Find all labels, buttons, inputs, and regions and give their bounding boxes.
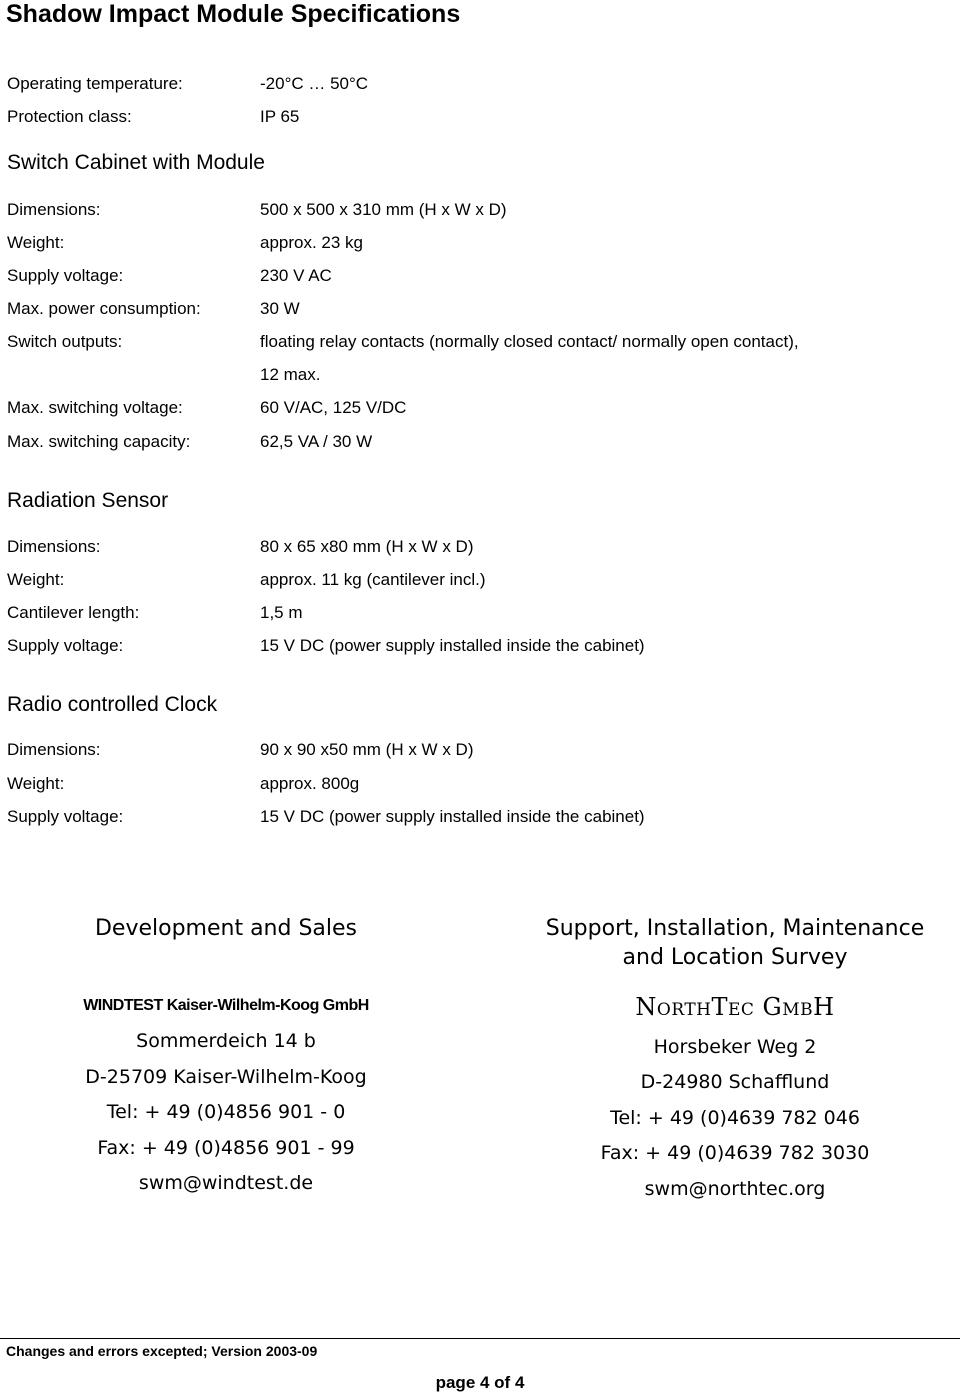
- protection-class-value: IP 65: [260, 107, 300, 126]
- radio-clock-heading: Radio controlled Clock: [7, 693, 218, 716]
- cabinet-dimensions-label: Dimensions:: [7, 200, 101, 219]
- switching-voltage-value: 60 V/AC, 125 V/DC: [260, 398, 407, 417]
- clock-supply-voltage-value: 15 V DC (power supply installed inside the cabinet): [260, 807, 645, 826]
- switch-outputs-label: Switch outputs:: [7, 332, 123, 351]
- cantilever-length-label: Cantilever length:: [7, 603, 140, 622]
- operating-temperature-value: -20°C … 50°C: [260, 74, 369, 93]
- cabinet-weight-label: Weight:: [7, 233, 65, 252]
- windtest-street: Sommerdeich 14 b: [136, 1030, 316, 1052]
- sensor-supply-voltage-value: 15 V DC (power supply installed inside the cabinet): [260, 636, 645, 655]
- northtec-company-name: NorthTec GmbH: [635, 993, 835, 1021]
- footer-divider: [0, 1338, 960, 1339]
- windtest-email[interactable]: swm@windtest.de: [138, 1172, 314, 1194]
- northtec-street: Horsbeker Weg 2: [653, 1036, 817, 1058]
- clock-weight-value: approx. 800g: [260, 774, 360, 793]
- windtest-city: D-25709 Kaiser-Wilhelm-Koog: [85, 1066, 367, 1088]
- support-heading-line1: Support, Installation, Maintenance: [545, 916, 925, 941]
- sensor-weight-value: approx. 11 kg (cantilever incl.): [260, 570, 486, 589]
- switching-capacity-value: 62,5 VA / 30 W: [260, 432, 373, 451]
- windtest-company-name: WINDTEST Kaiser-Wilhelm-Koog GmbH: [83, 997, 369, 1014]
- northtec-fax: Fax: + 49 (0)4639 782 3030: [600, 1142, 870, 1164]
- sensor-dimensions-value: 80 x 65 x80 mm (H x W x D): [260, 537, 474, 556]
- support-heading-line2: and Location Survey: [622, 945, 848, 970]
- power-consumption-label: Max. power consumption:: [7, 299, 201, 318]
- northtec-city: D-24980 Schafflund: [640, 1071, 830, 1093]
- power-consumption-value: 30 W: [260, 299, 300, 318]
- cabinet-weight-value: approx. 23 kg: [260, 233, 364, 252]
- clock-dimensions-label: Dimensions:: [7, 740, 101, 759]
- protection-class-label: Protection class:: [7, 107, 132, 126]
- cantilever-length-value: 1,5 m: [260, 603, 303, 622]
- cabinet-dimensions-value: 500 x 500 x 310 mm (H x W x D): [260, 200, 507, 219]
- clock-supply-voltage-label: Supply voltage:: [7, 807, 124, 826]
- sensor-supply-voltage-label: Supply voltage:: [7, 636, 124, 655]
- cabinet-supply-voltage-value: 230 V AC: [260, 266, 332, 285]
- northtec-tel: Tel: + 49 (0)4639 782 046: [610, 1107, 860, 1129]
- sensor-dimensions-label: Dimensions:: [7, 537, 101, 556]
- cabinet-supply-voltage-label: Supply voltage:: [7, 266, 124, 285]
- windtest-tel: Tel: + 49 (0)4856 901 - 0: [106, 1101, 346, 1123]
- operating-temperature-label: Operating temperature:: [7, 74, 183, 93]
- radiation-sensor-heading: Radiation Sensor: [7, 489, 169, 512]
- clock-dimensions-value: 90 x 90 x50 mm (H x W x D): [260, 740, 474, 759]
- switch-outputs-value-continued: 12 max.: [260, 365, 321, 384]
- switch-cabinet-heading: Switch Cabinet with Module: [7, 151, 265, 174]
- page-title: Shadow Impact Module Specifications: [6, 0, 461, 28]
- clock-weight-label: Weight:: [7, 774, 65, 793]
- switching-capacity-label: Max. switching capacity:: [7, 432, 191, 451]
- northtec-email[interactable]: swm@northtec.org: [644, 1178, 826, 1200]
- switching-voltage-label: Max. switching voltage:: [7, 398, 183, 417]
- switch-outputs-value: floating relay contacts (normally closed contact/ normally open contact),: [260, 332, 799, 351]
- footer-note: Changes and errors excepted; Version 2003-09: [6, 1343, 318, 1359]
- page-number: page 4 of 4: [435, 1373, 525, 1392]
- windtest-fax: Fax: + 49 (0)4856 901 - 99: [97, 1137, 355, 1159]
- sensor-weight-label: Weight:: [7, 570, 65, 589]
- development-sales-heading: Development and Sales: [94, 916, 358, 941]
